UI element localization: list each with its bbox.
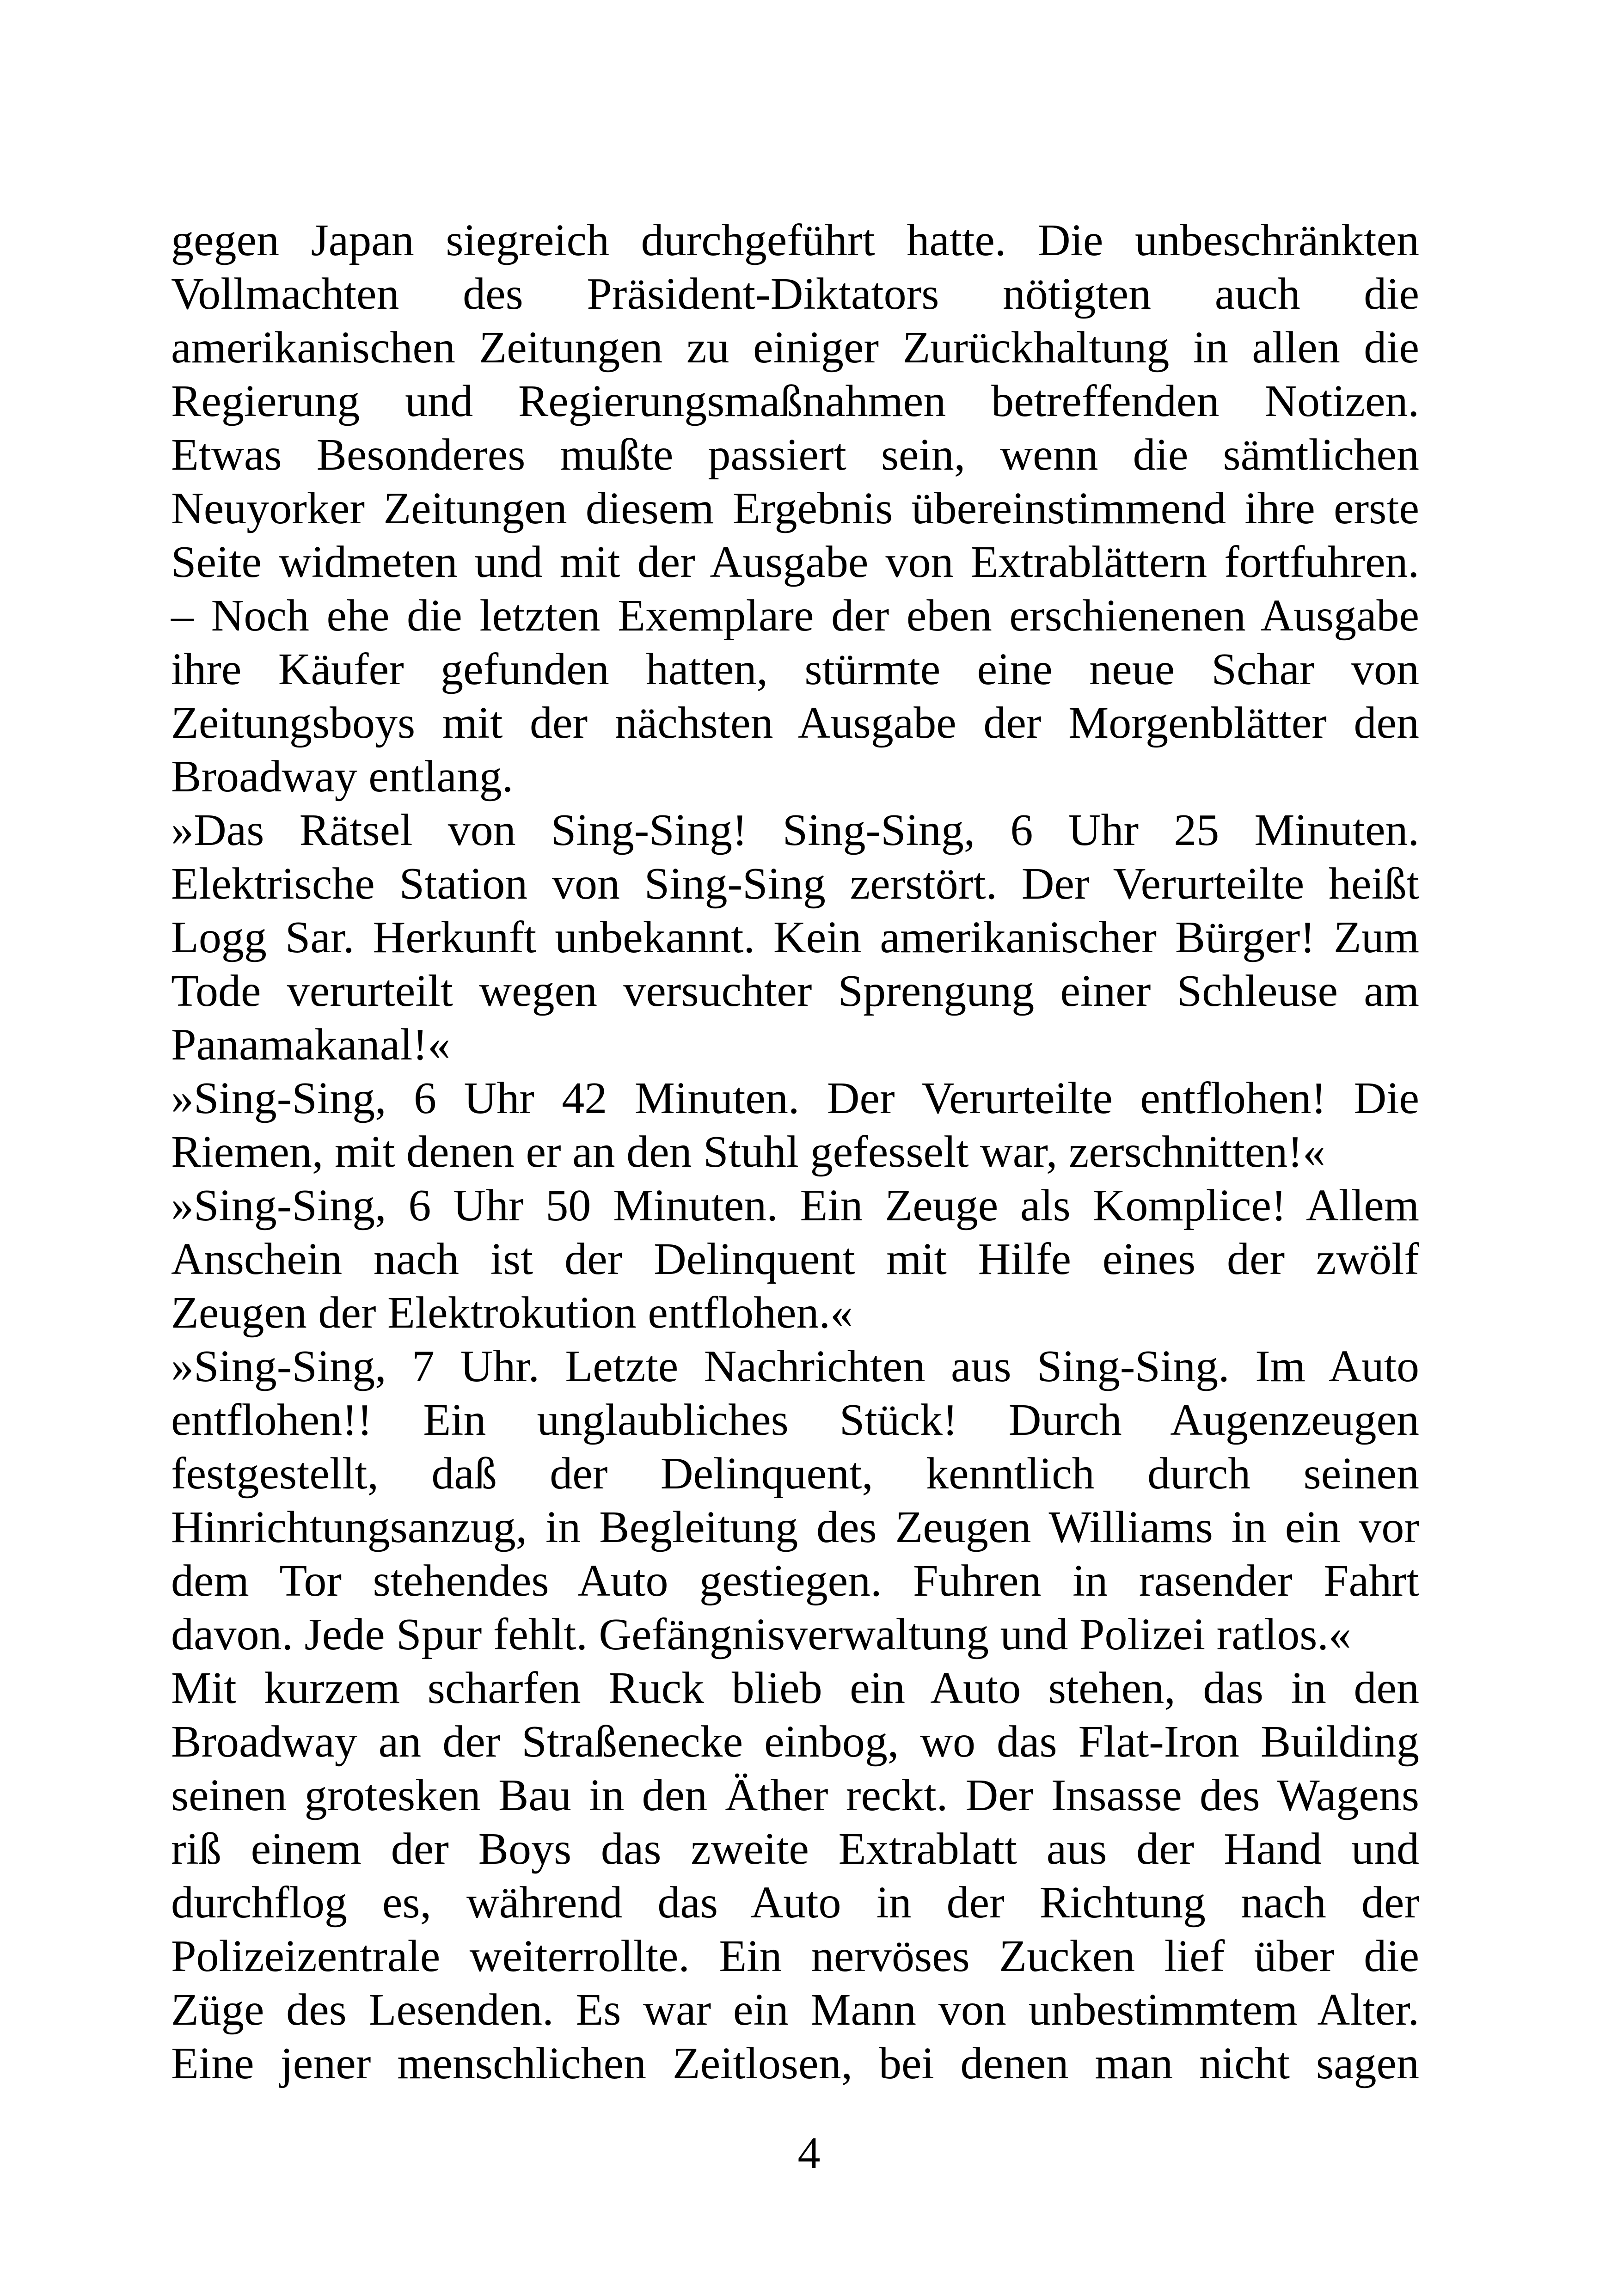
text-line: Elektrische Station von Sing-Sing zerstört. Der Verurteilte heißt: [171, 859, 1419, 909]
text-line: Etwas Besonderes mußte passiert sein, wenn die sämtlichen: [171, 430, 1419, 480]
text-line: davon. Jede Spur fehlt. Gefängnisverwaltung und Polizei ratlos.«: [171, 1610, 1351, 1659]
page-number: 4: [797, 2128, 821, 2178]
text-line: Vollmachten des Präsident-Diktators nötigten auch die: [171, 269, 1419, 319]
text-line: Züge des Lesenden. Es war ein Mann von unbestimmtem Alter.: [171, 1985, 1419, 2035]
text-line: dem Tor stehendes Auto gestiegen. Fuhren in rasender Fahrt: [171, 1556, 1419, 1606]
text-line: Regierung und Regierungsmaßnahmen betreffenden Notizen.: [171, 376, 1419, 426]
text-line: Zeugen der Elektrokution entflohen.«: [171, 1288, 853, 1338]
text-line: »Sing-Sing, 6 Uhr 42 Minuten. Der Verurteilte entflohen! Die: [171, 1073, 1419, 1123]
text-line: seinen grotesken Bau in den Äther reckt. Der Insasse des Wagens: [171, 1770, 1419, 1820]
text-line: ihre Käufer gefunden hatten, stürmte eine neue Schar von: [171, 644, 1419, 694]
text-line: »Sing-Sing, 6 Uhr 50 Minuten. Ein Zeuge als Komplice! Allem: [171, 1181, 1419, 1231]
text-line: Seite widmeten und mit der Ausgabe von Extrablättern fortfuhren.: [171, 537, 1419, 587]
body-text: [171, 214, 1419, 2090]
text-line: »Das Rätsel von Sing-Sing! Sing-Sing, 6 Uhr 25 Minuten.: [171, 805, 1419, 855]
text-line: gegen Japan siegreich durchgeführt hatte. Die unbeschränkten: [171, 215, 1419, 265]
text-line: Logg Sar. Herkunft unbekannt. Kein amerikanischer Bürger! Zum: [171, 912, 1419, 962]
text-line: amerikanischen Zeitungen zu einiger Zurückhaltung in allen die: [171, 323, 1419, 373]
text-line: riß einem der Boys das zweite Extrablatt aus der Hand und: [171, 1824, 1419, 1874]
text-line: entflohen!! Ein unglaubliches Stück! Durch Augenzeugen: [171, 1395, 1419, 1445]
text-line: »Sing-Sing, 7 Uhr. Letzte Nachrichten aus Sing-Sing. Im Auto: [171, 1341, 1419, 1391]
text-line: Eine jener menschlichen Zeitlosen, bei denen man nicht sagen: [171, 2039, 1419, 2088]
text-line: Polizeizentrale weiterrollte. Ein nervöses Zucken lief über die: [171, 1931, 1419, 1981]
text-line: Tode verurteilt wegen versuchter Sprengung einer Schleuse am: [171, 966, 1419, 1016]
text-line: Panamakanal!«: [171, 1020, 451, 1070]
text-line: Riemen, mit denen er an den Stuhl gefesselt war, zerschnitten!«: [171, 1127, 1325, 1177]
text-line: Broadway an der Straßenecke einbog, wo das Flat-Iron Building: [171, 1717, 1419, 1767]
text-line: Broadway entlang.: [171, 752, 514, 802]
text-line: festgestellt, daß der Delinquent, kenntlich durch seinen: [171, 1449, 1419, 1499]
text-line: Zeitungsboys mit der nächsten Ausgabe der Morgenblätter den: [171, 698, 1419, 748]
text-line: – Noch ehe die letzten Exemplare der eben erschienenen Ausgabe: [171, 591, 1419, 641]
text-line: durchflog es, während das Auto in der Richtung nach der: [171, 1878, 1419, 1928]
text-line: Neuyorker Zeitungen diesem Ergebnis übereinstimmend ihre erste: [171, 484, 1419, 533]
text-line: Anschein nach ist der Delinquent mit Hilfe eines der zwölf: [171, 1234, 1419, 1284]
text-line: Mit kurzem scharfen Ruck blieb ein Auto stehen, das in den: [171, 1663, 1419, 1713]
text-line: Hinrichtungsanzug, in Begleitung des Zeugen Williams in ein vor: [171, 1502, 1419, 1552]
